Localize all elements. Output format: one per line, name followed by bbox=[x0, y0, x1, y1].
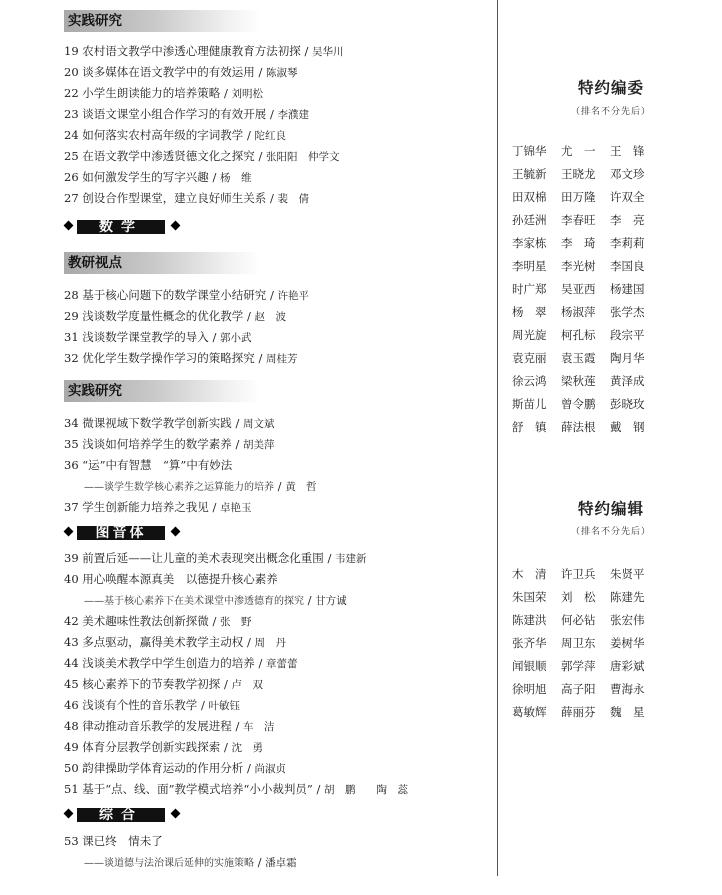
member-name: 柯孔标 bbox=[561, 328, 596, 342]
member-name: 舒 镇 bbox=[512, 420, 547, 434]
member-name: 朱贤平 bbox=[610, 567, 645, 581]
article-title: 优化学生数学操作学习的策略探究 bbox=[82, 351, 255, 365]
article-title: 韵律操助学体育运动的作用分析 bbox=[82, 761, 244, 775]
subject-banner-math bbox=[64, 220, 184, 234]
article-title: 浅谈美术教学中学生创造力的培养 bbox=[82, 656, 255, 670]
page-number: 32 bbox=[64, 351, 79, 365]
toc-entry[interactable] bbox=[64, 572, 278, 586]
member-name: 李国良 bbox=[610, 259, 645, 273]
page-number: 26 bbox=[64, 170, 79, 184]
section-header-practice-research-2: 实践研究 bbox=[64, 380, 260, 402]
article-title: 小学生朗读能力的培养策略 bbox=[82, 86, 221, 100]
article-title: 在语文教学中渗透贤德文化之探究 bbox=[82, 149, 255, 163]
member-name: 李光树 bbox=[561, 259, 596, 273]
member-name: 姜树华 bbox=[610, 636, 645, 650]
page-number: 22 bbox=[64, 86, 79, 100]
member-name: 郭学萍 bbox=[561, 659, 596, 673]
toc-entry[interactable]: 31 浅谈数学课堂教学的导入 / 郭小武 bbox=[64, 330, 252, 344]
page-number: 39 bbox=[64, 551, 79, 565]
toc-entry[interactable]: 44 浅谈美术教学中学生创造力的培养 / 章蕾蕾 bbox=[64, 656, 298, 670]
toc-entry[interactable]: 27 创设合作型课堂，建立良好师生关系 / 裴 倩 bbox=[64, 191, 309, 205]
member-name: 朱国荣 bbox=[512, 590, 547, 604]
article-author: 裴 倩 bbox=[277, 193, 309, 205]
article-title: 如何激发学生的写字兴趣 bbox=[82, 170, 209, 184]
member-name: 陶月华 bbox=[610, 351, 645, 365]
article-author: 卢 双 bbox=[231, 679, 263, 691]
board-note: （排名不分先后） bbox=[570, 527, 651, 537]
member-name: 李春旺 bbox=[561, 213, 596, 227]
board-title: 特约编委 bbox=[577, 79, 644, 97]
member-name: 闻银顺 bbox=[512, 659, 547, 673]
article-author: 韦建新 bbox=[334, 553, 367, 565]
member-name: 魏 星 bbox=[610, 705, 645, 719]
member-name: 陈建洪 bbox=[512, 613, 547, 627]
member-name: 唐彩斌 bbox=[610, 659, 645, 673]
board-title: 特约编辑 bbox=[577, 500, 644, 518]
toc-entry[interactable]: 48 律动推动音乐教学的发展进程 / 车 洁 bbox=[64, 719, 275, 733]
page-number: 24 bbox=[64, 128, 79, 142]
page-number: 27 bbox=[64, 191, 79, 205]
article-title: 学生创新能力培养之我见 bbox=[82, 500, 209, 514]
member-name: 时广郑 bbox=[512, 282, 547, 296]
article-author: 吴华川 bbox=[311, 46, 344, 58]
toc-entry[interactable]: 19 农村语文教学中渗透心理健康教育方法初探 / 吴华川 bbox=[64, 44, 344, 58]
member-name: 李 琦 bbox=[561, 236, 596, 250]
member-name: 曹海永 bbox=[610, 682, 645, 696]
subject-banner-label: 综合 bbox=[77, 808, 165, 822]
page-number: 53 bbox=[64, 834, 79, 848]
member-name: 曾令鹏 bbox=[561, 397, 596, 411]
article-author: 郭小武 bbox=[219, 332, 252, 344]
toc-entry[interactable]: 23 谈语文课堂小组合作学习的有效开展 / 李濮建 bbox=[64, 107, 309, 121]
section-header-research-view: 教研视点 bbox=[64, 252, 260, 274]
member-name: 葛敏辉 bbox=[512, 705, 547, 719]
diamond-icon bbox=[64, 527, 74, 537]
page-number: 46 bbox=[64, 698, 79, 712]
article-title: 课已终 情未了 bbox=[82, 834, 163, 848]
member-name: 黄泽成 bbox=[610, 374, 645, 388]
member-name: 袁克丽 bbox=[512, 351, 547, 365]
member-name: 王毓新 bbox=[512, 167, 547, 181]
member-name: 戴 钢 bbox=[610, 420, 645, 434]
member-name: 李家栋 bbox=[512, 236, 547, 250]
article-author: 甘方诚 bbox=[315, 595, 347, 607]
page-number: 51 bbox=[64, 782, 79, 796]
page-number: 42 bbox=[64, 614, 79, 628]
member-name: 段宗平 bbox=[610, 328, 645, 342]
member-name: 杨 翠 bbox=[512, 305, 547, 319]
toc-entry[interactable]: 42 美术趣味性教法创新探微 / 张 野 bbox=[64, 614, 252, 628]
toc-entry[interactable]: 20 谈多媒体在语文教学中的有效运用 / 陈淑琴 bbox=[64, 65, 298, 79]
article-title: 如何落实农村高年级的字词教学 bbox=[82, 128, 244, 142]
article-title: 基于核心问题下的数学课堂小结研究 bbox=[82, 288, 267, 302]
article-author: 潘卓霜 bbox=[265, 857, 297, 869]
article-author: 李濮建 bbox=[277, 109, 309, 121]
article-title: 创设合作型课堂，建立良好师生关系 bbox=[82, 191, 267, 205]
toc-entry[interactable]: 34 微课视域下数学教学创新实践 / 周文斌 bbox=[64, 416, 275, 430]
toc-entry[interactable]: 39 前置后延——让儿童的美术表现突出概念化重围 / 韦建新 bbox=[64, 551, 367, 565]
article-author: 杨 维 bbox=[219, 172, 252, 184]
article-author: 周桂芳 bbox=[265, 353, 298, 365]
article-author: 车 洁 bbox=[242, 721, 275, 733]
board-note: （排名不分先后） bbox=[570, 107, 651, 117]
member-name: 薛法根 bbox=[561, 420, 596, 434]
article-title: 律动推动音乐教学的发展进程 bbox=[82, 719, 232, 733]
article-title: “运”中有智慧 “算”中有妙法 bbox=[82, 458, 233, 472]
toc-entry[interactable]: 26 如何激发学生的写字兴趣 / 杨 维 bbox=[64, 170, 252, 184]
subject-banner-label: 数学 bbox=[77, 220, 165, 234]
page-number: 40 bbox=[64, 572, 79, 586]
page-number: 19 bbox=[64, 44, 79, 58]
page-number: 20 bbox=[64, 65, 79, 79]
page-number: 25 bbox=[64, 149, 79, 163]
member-name: 张宏伟 bbox=[610, 613, 645, 627]
member-name: 邓文珍 bbox=[610, 167, 645, 181]
toc-entry[interactable]: 50 韵律操助学体育运动的作用分析 / 尚淑贞 bbox=[64, 761, 286, 775]
toc-entry-subtitle[interactable]: ——谈学生数学核心素养之运算能力的培养 / 黄 哲 bbox=[84, 479, 317, 493]
article-title: 用心唤醒本源真美 以德提升核心素养 bbox=[82, 572, 278, 586]
member-name: 徐云鸿 bbox=[512, 374, 547, 388]
page-number: 34 bbox=[64, 416, 79, 430]
member-name: 张学杰 bbox=[610, 305, 645, 319]
page-number: 36 bbox=[64, 458, 79, 472]
toc-entry-subtitle[interactable]: ——谈道德与法治课后延伸的实施策略 / 潘卓霜 bbox=[84, 855, 297, 869]
member-name: 刘 松 bbox=[561, 590, 596, 604]
member-name: 木 清 bbox=[512, 567, 547, 581]
member-name: 田万隆 bbox=[561, 190, 596, 204]
article-author: 陀红良 bbox=[254, 130, 286, 142]
subject-banner-label: 图音体 bbox=[77, 526, 165, 540]
member-name: 许双全 bbox=[610, 190, 645, 204]
page-number: 44 bbox=[64, 656, 79, 670]
diamond-icon bbox=[171, 527, 181, 537]
member-name: 杨淑萍 bbox=[561, 305, 596, 319]
article-author: 叶敏钰 bbox=[208, 700, 240, 712]
member-name: 许卫兵 bbox=[561, 567, 596, 581]
article-author: 卓艳玉 bbox=[219, 502, 252, 514]
member-name: 薛丽芬 bbox=[561, 705, 596, 719]
article-author: 胡 鹏 陶 蕊 bbox=[324, 784, 408, 796]
toc-entry[interactable]: 43 多点驱动，赢得美术教学主动权 / 周 丹 bbox=[64, 635, 286, 649]
page-number: 43 bbox=[64, 635, 79, 649]
article-title: 美术趣味性教法创新探微 bbox=[82, 614, 209, 628]
member-name: 田双棉 bbox=[512, 190, 547, 204]
member-name: 李 亮 bbox=[610, 213, 645, 227]
toc-entry[interactable]: 45 核心素养下的节奏教学初探 / 卢 双 bbox=[64, 677, 263, 691]
article-author: 赵 波 bbox=[254, 311, 286, 323]
diamond-icon bbox=[171, 809, 181, 819]
article-author: 刘明松 bbox=[231, 88, 263, 100]
toc-entry[interactable] bbox=[64, 834, 163, 848]
member-name: 王 锋 bbox=[610, 144, 645, 158]
page-number: 50 bbox=[64, 761, 79, 775]
article-author: 黄 哲 bbox=[285, 481, 317, 493]
article-author: 许艳平 bbox=[277, 290, 309, 302]
toc-entry[interactable]: 51 基于“点、线、面”教学模式培养“小小裁判员” / 胡 鹏 陶 蕊 bbox=[64, 782, 408, 796]
member-name: 孙廷洲 bbox=[512, 213, 547, 227]
member-name: 周光旋 bbox=[512, 328, 547, 342]
page-number: 37 bbox=[64, 500, 79, 514]
article-title: 基于“点、线、面”教学模式培养“小小裁判员” bbox=[82, 782, 313, 796]
diamond-icon bbox=[171, 221, 181, 231]
toc-entry[interactable] bbox=[64, 458, 232, 472]
subject-banner-general bbox=[64, 808, 184, 822]
toc-entry[interactable]: 49 体育分层教学创新实践探索 / 沈 勇 bbox=[64, 740, 263, 754]
page-number: 29 bbox=[64, 309, 79, 323]
article-title: 浅谈数学度量性概念的优化教学 bbox=[82, 309, 244, 323]
member-name: 高子阳 bbox=[561, 682, 596, 696]
member-name: 斯苗儿 bbox=[512, 397, 547, 411]
article-author: 陈淑琴 bbox=[265, 67, 298, 79]
page-number: 35 bbox=[64, 437, 79, 451]
article-subtitle: ——谈道德与法治课后延伸的实施策略 bbox=[84, 858, 254, 869]
toc-entry[interactable]: 22 小学生朗读能力的培养策略 / 刘明松 bbox=[64, 86, 263, 100]
article-author: 周 丹 bbox=[254, 637, 286, 649]
toc-entry[interactable]: 37 学生创新能力培养之我见 / 卓艳玉 bbox=[64, 500, 252, 514]
member-name: 梁秋莲 bbox=[561, 374, 596, 388]
member-name: 杨建国 bbox=[610, 282, 645, 296]
toc-entry[interactable]: 32 优化学生数学操作学习的策略探究 / 周桂芳 bbox=[64, 351, 298, 365]
article-title: 核心素养下的节奏教学初探 bbox=[82, 677, 221, 691]
article-author: 张 野 bbox=[219, 616, 252, 628]
article-title: 浅谈如何培养学生的数学素养 bbox=[82, 437, 232, 451]
member-name: 彭晓玫 bbox=[610, 397, 645, 411]
page-number: 49 bbox=[64, 740, 79, 754]
member-name: 尤 一 bbox=[561, 144, 596, 158]
column-divider bbox=[497, 0, 498, 876]
toc-entry[interactable]: 24 如何落实农村高年级的字词教学 / 陀红良 bbox=[64, 128, 286, 142]
member-name: 吴亚西 bbox=[561, 282, 596, 296]
page-number: 31 bbox=[64, 330, 79, 344]
article-title: 体育分层教学创新实践探索 bbox=[82, 740, 221, 754]
page-number: 48 bbox=[64, 719, 79, 733]
member-name: 丁锦华 bbox=[512, 144, 547, 158]
article-author: 沈 勇 bbox=[231, 742, 263, 754]
article-title: 浅谈数学课堂教学的导入 bbox=[82, 330, 209, 344]
member-name: 何必钻 bbox=[561, 613, 596, 627]
toc-entry[interactable]: 28 基于核心问题下的数学课堂小结研究 / 许艳平 bbox=[64, 288, 309, 302]
toc-entry-subtitle[interactable]: ——基于核心素养下在美术课堂中渗透德育的探究 / 甘方诚 bbox=[84, 593, 347, 607]
page-number: 45 bbox=[64, 677, 79, 691]
diamond-icon bbox=[64, 809, 74, 819]
article-author: 胡美萍 bbox=[242, 439, 275, 451]
member-name: 周卫东 bbox=[561, 636, 596, 650]
article-subtitle: ——谈学生数学核心素养之运算能力的培养 bbox=[84, 482, 274, 493]
article-title: 谈多媒体在语文教学中的有效运用 bbox=[82, 65, 255, 79]
member-name: 王晓龙 bbox=[561, 167, 596, 181]
article-title: 微课视域下数学教学创新实践 bbox=[82, 416, 232, 430]
member-name: 张齐华 bbox=[512, 636, 547, 650]
article-author: 尚淑贞 bbox=[254, 763, 286, 775]
member-name: 李莉莉 bbox=[610, 236, 645, 250]
article-title: 前置后延——让儿童的美术表现突出概念化重围 bbox=[82, 551, 324, 565]
page-number: 28 bbox=[64, 288, 79, 302]
article-title: 谈语文课堂小组合作学习的有效开展 bbox=[82, 107, 267, 121]
member-name: 李明星 bbox=[512, 259, 547, 273]
article-author: 章蕾蕾 bbox=[265, 658, 298, 670]
member-name: 袁玉霞 bbox=[561, 351, 596, 365]
toc-entry[interactable]: 46 浅谈有个性的音乐教学 / 叶敏钰 bbox=[64, 698, 240, 712]
article-author: 周文斌 bbox=[242, 418, 275, 430]
member-name: 陈建先 bbox=[610, 590, 645, 604]
toc-entry[interactable]: 29 浅谈数学度量性概念的优化教学 / 赵 波 bbox=[64, 309, 286, 323]
article-title: 农村语文教学中渗透心理健康教育方法初探 bbox=[82, 44, 301, 58]
article-subtitle: ——基于核心素养下在美术课堂中渗透德育的探究 bbox=[84, 596, 304, 607]
section-header-practice-research-1: 实践研究 bbox=[64, 10, 260, 32]
article-title: 多点驱动，赢得美术教学主动权 bbox=[82, 635, 244, 649]
page-number: 23 bbox=[64, 107, 79, 121]
article-title: 浅谈有个性的音乐教学 bbox=[82, 698, 198, 712]
toc-entry[interactable]: 25 在语文教学中渗透贤德文化之探究 / 张阳阳 仲学文 bbox=[64, 149, 340, 163]
article-author: 张阳阳 仲学文 bbox=[265, 151, 340, 163]
diamond-icon bbox=[64, 221, 74, 231]
member-name: 徐明旭 bbox=[512, 682, 547, 696]
toc-entry[interactable]: 35 浅谈如何培养学生的数学素养 / 胡美萍 bbox=[64, 437, 275, 451]
subject-banner-art-music-pe bbox=[64, 526, 184, 540]
